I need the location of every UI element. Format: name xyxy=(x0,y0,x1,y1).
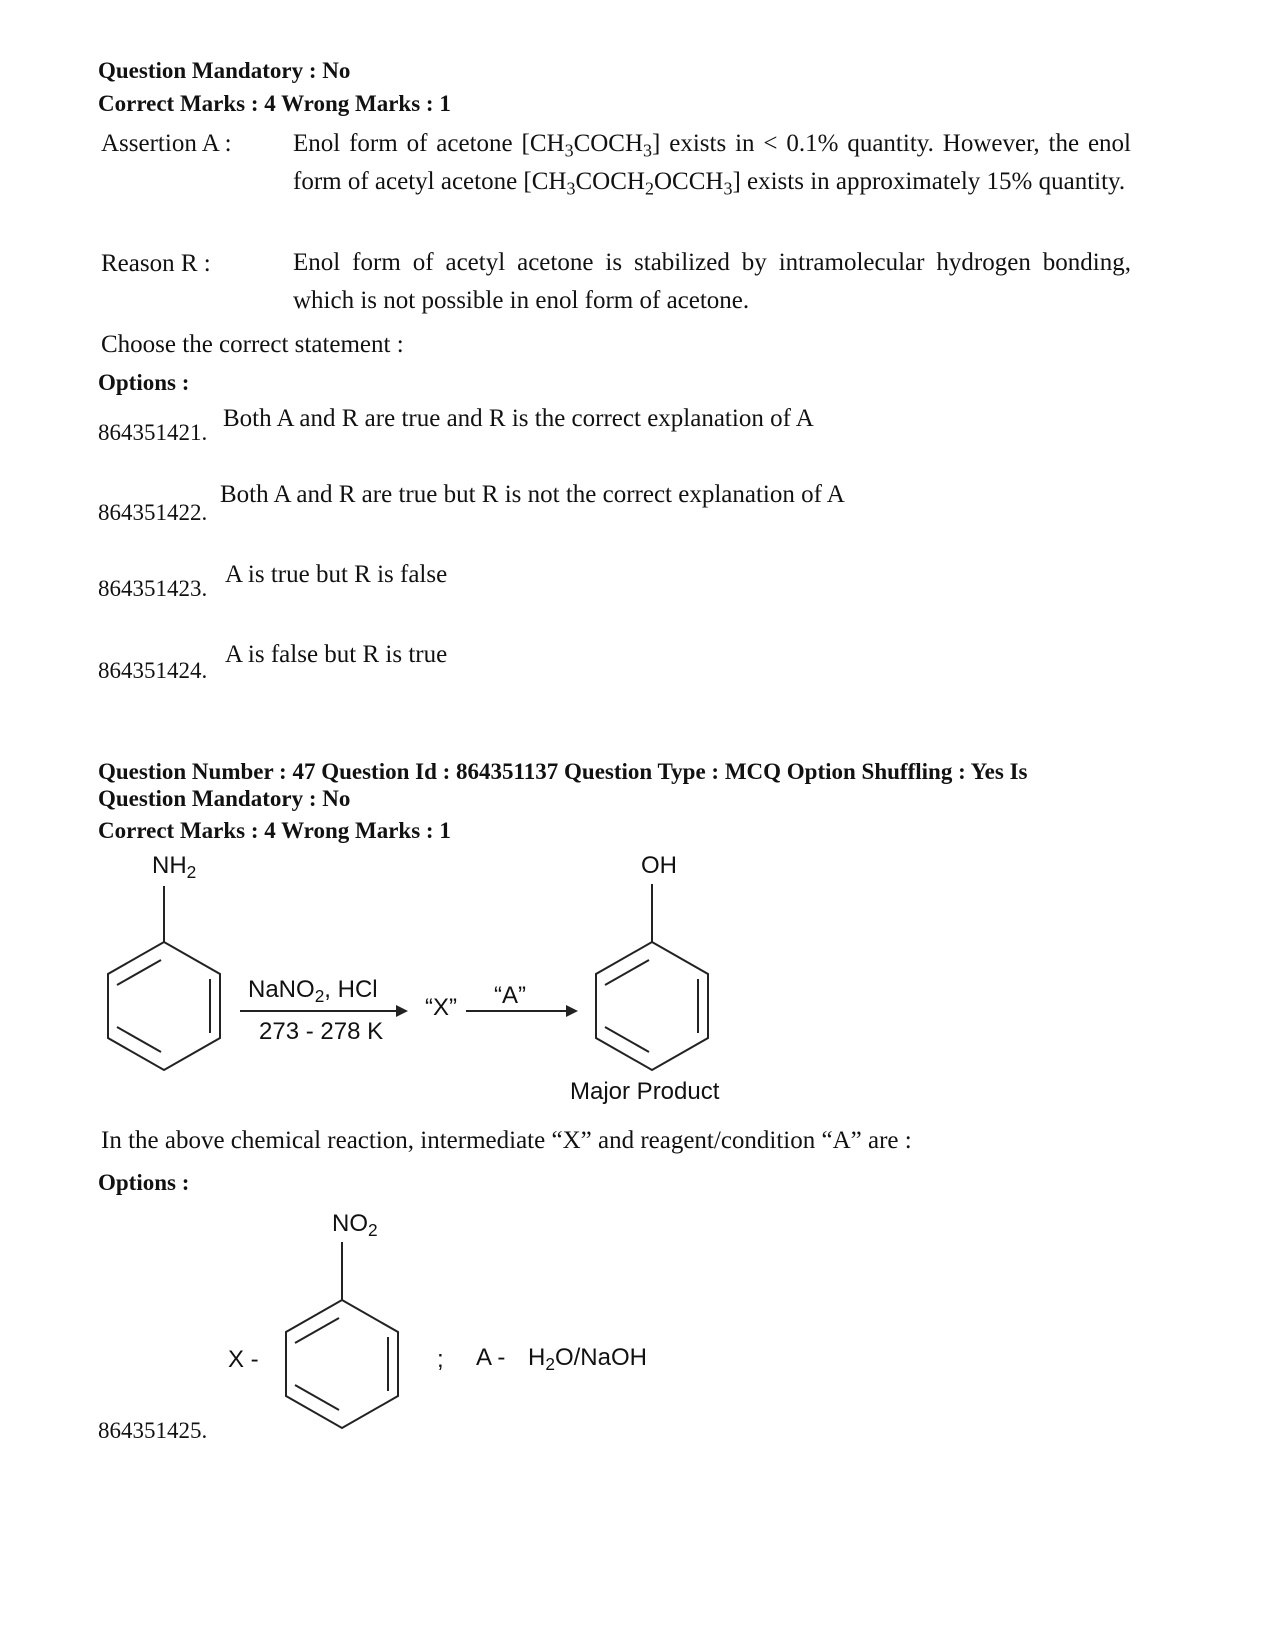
nitro-substituent-label: $NO_2$ xyxy=(332,1210,378,1241)
question-marks: Correct Marks : 4 Wrong Marks : 1 xyxy=(98,91,451,116)
assertion-label: Assertion A : xyxy=(101,130,232,157)
option-text[interactable]: A is true but R is false xyxy=(225,561,448,588)
options-label: Options : xyxy=(98,1170,190,1195)
reactant-amine-label: $NH_2$ xyxy=(152,852,197,883)
product-hydroxyl-label: OH xyxy=(641,852,677,879)
condition-1: 273 - 278 K xyxy=(259,1018,384,1045)
question-prompt: Choose the correct statement : xyxy=(101,331,404,358)
reagent-a: “A” xyxy=(494,982,526,1009)
assertion-text: Enol form of acetone $[CH_3COCH_3]$ exists in < 0.1% quantity. However, the enol form of acetyl acetone $[CH_3COCH_2OCCH_3]$ exists in approximately 15% quantity. xyxy=(293,130,1131,199)
question-marks: Correct Marks : 4 Wrong Marks : 1 xyxy=(98,818,451,843)
option-id: 864351421. xyxy=(98,420,208,445)
option-id: 864351422. xyxy=(98,500,208,525)
options-label: Options : xyxy=(98,370,190,395)
option-text[interactable]: A is false but R is true xyxy=(225,641,448,668)
reason-text: Enol form of acetyl acetone is stabilized by intramolecular hydrogen bonding, which is not possible in enol form of acetone. xyxy=(293,249,1131,314)
option-a-label: A - xyxy=(476,1344,506,1371)
option-id: 864351423. xyxy=(98,576,208,601)
product-label: Major Product xyxy=(570,1078,720,1105)
option-id: 864351425. xyxy=(98,1418,208,1443)
question-header: Question Number : 47 Question Id : 864351137 Question Type : MCQ Option Shuffling : Yes Is xyxy=(98,759,1028,784)
option-x-label: X - xyxy=(228,1346,259,1373)
question-prompt: In the above chemical reaction, intermediate “X” and reagent/condition “A” are : xyxy=(101,1127,912,1154)
option-id: 864351424. xyxy=(98,658,208,683)
option-reagent[interactable]: $H_2O$/NaOH xyxy=(528,1344,647,1375)
intermediate-x: “X” xyxy=(425,994,457,1021)
question-mandatory: Question Mandatory : No xyxy=(98,58,351,83)
reason-label: Reason R : xyxy=(101,250,211,277)
option-text[interactable]: Both A and R are true but R is not the correct explanation of A xyxy=(220,481,845,508)
option-text[interactable]: Both A and R are true and R is the correct explanation of A xyxy=(223,405,814,432)
reagent-1: NaNO$_2$, HCl xyxy=(248,976,378,1007)
question-mandatory: Question Mandatory : No xyxy=(98,786,351,811)
separator: ; xyxy=(437,1346,444,1373)
